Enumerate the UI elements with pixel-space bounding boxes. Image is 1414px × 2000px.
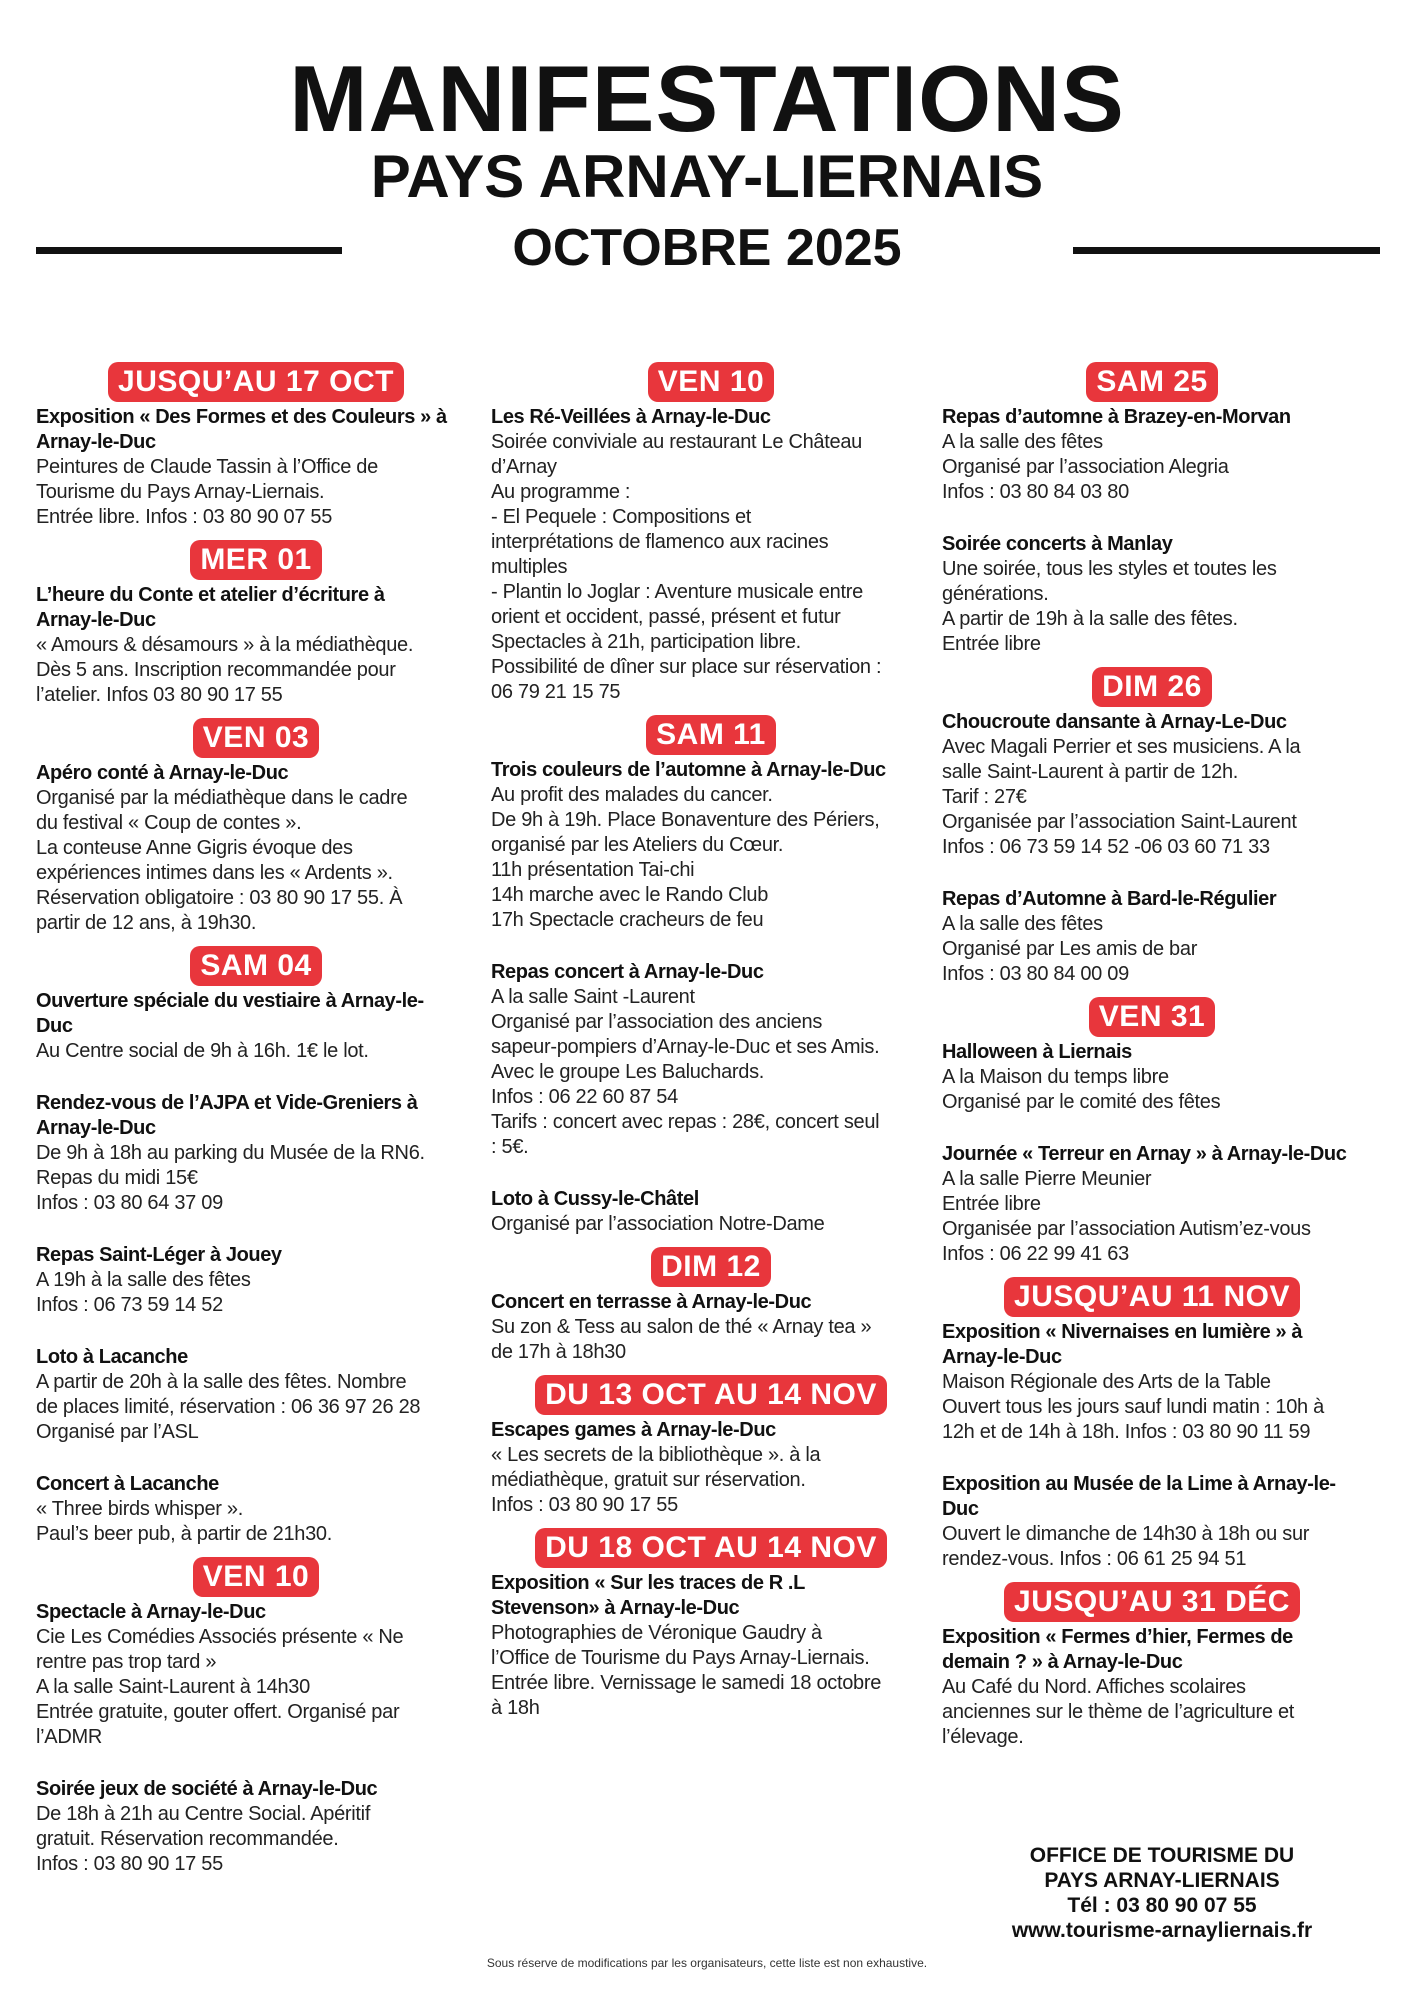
event-item <box>36 405 476 530</box>
event-item <box>36 1091 476 1216</box>
date-badge: SAM 11 <box>646 715 776 755</box>
event-detail: Organisé par l’association Notre-Dame <box>491 1213 825 1235</box>
event-item <box>942 405 1362 505</box>
event-detail: multiples <box>491 556 568 578</box>
date-badge: DU 18 OCT AU 14 NOV <box>535 1528 887 1568</box>
event-detail: Ouvert tous les jours sauf lundi matin : 10h à <box>942 1396 1324 1418</box>
event-item <box>942 1320 1362 1445</box>
event-detail: De 9h à 18h au parking du Musée de la RN6. <box>36 1142 425 1164</box>
event-title: Exposition « Nivernaises en lumière » à <box>942 1321 1303 1343</box>
event-title: Exposition « Sur les traces de R .L <box>491 1572 805 1594</box>
event-detail: du festival « Coup de contes ». <box>36 812 302 834</box>
event-title: Rendez-vous de l’AJPA et Vide-Greniers à <box>36 1092 418 1114</box>
event-detail: A la salle Pierre Meunier <box>942 1168 1152 1190</box>
event-detail: rendez-vous. Infos : 06 61 25 94 51 <box>942 1548 1247 1570</box>
event-detail: Entrée libre. Vernissage le samedi 18 octobre <box>491 1672 882 1694</box>
event-detail: partir de 12 ans, à 19h30. <box>36 912 257 934</box>
event-item <box>36 1345 476 1445</box>
event-detail: salle Saint-Laurent à partir de 12h. <box>942 761 1239 783</box>
event-item <box>36 1472 476 1547</box>
event-detail: - Plantin lo Joglar : Aventure musicale entre <box>491 581 863 603</box>
date-section <box>36 946 476 1547</box>
event-item <box>491 405 931 705</box>
event-detail: 17h Spectacle cracheurs de feu <box>491 909 764 931</box>
event-title: Repas Saint-Léger à Jouey <box>36 1244 282 1266</box>
event-detail: de places limité, réservation : 06 36 97 26 28 <box>36 1396 421 1418</box>
event-detail: « Three birds whisper ». <box>36 1498 243 1520</box>
event-title: Soirée concerts à Manlay <box>942 533 1173 555</box>
event-title: Trois couleurs de l’automne à Arnay-le-Duc <box>491 759 886 781</box>
event-detail: Infos : 06 73 59 14 52 <box>36 1294 223 1316</box>
event-detail: Infos : 03 80 90 17 55 <box>36 1853 223 1875</box>
event-title: Duc <box>36 1015 73 1037</box>
event-detail: générations. <box>942 583 1049 605</box>
date-section <box>491 1247 931 1365</box>
event-item <box>491 960 931 1160</box>
date-badge: VEN 31 <box>1089 997 1215 1037</box>
event-detail: 06 79 21 15 75 <box>491 681 621 703</box>
contact-name-line2: PAYS ARNAY-LIERNAIS <box>1044 1869 1280 1892</box>
event-title: Repas d’Automne à Bard-le-Régulier <box>942 888 1277 910</box>
event-detail: Réservation obligatoire : 03 80 90 17 55. À <box>36 887 403 909</box>
event-item <box>491 1418 931 1518</box>
event-title: Arnay-le-Duc <box>942 1346 1062 1368</box>
date-section <box>491 715 931 1237</box>
event-detail: Infos : 06 22 60 87 54 <box>491 1086 678 1108</box>
event-item <box>942 1625 1362 1750</box>
event-detail: Tarifs : concert avec repas : 28€, concert seul <box>491 1111 880 1133</box>
event-detail: sapeur-pompiers d’Arnay-le-Duc et ses Amis. <box>491 1036 880 1058</box>
event-detail: 12h et de 14h à 18h. Infos : 03 80 90 11 59 <box>942 1421 1311 1443</box>
event-title: Escapes games à Arnay-le-Duc <box>491 1419 776 1441</box>
event-detail: à 18h <box>491 1697 540 1719</box>
event-title: Choucroute dansante à Arnay-Le-Duc <box>942 711 1287 733</box>
event-detail: Peintures de Claude Tassin à l’Office de <box>36 456 378 478</box>
event-item <box>942 532 1362 657</box>
event-detail: expériences intimes dans les « Ardents ». <box>36 862 393 884</box>
disclaimer-footnote: Sous réserve de modifications par les organisateurs, cette liste est non exhaustive. <box>486 1956 928 1970</box>
event-item <box>942 1472 1362 1572</box>
event-detail: - El Pequele : Compositions et <box>491 506 752 528</box>
event-item <box>36 1600 476 1750</box>
event-detail: A la Maison du temps libre <box>942 1066 1169 1088</box>
event-detail: A la salle des fêtes <box>942 431 1103 453</box>
event-detail: Organisé par l’ASL <box>36 1421 199 1443</box>
event-detail: Au Café du Nord. Affiches scolaires <box>942 1676 1246 1698</box>
event-title: Exposition « Des Formes et des Couleurs » à <box>36 406 447 428</box>
date-section <box>942 667 1362 987</box>
date-section <box>942 997 1362 1267</box>
event-detail: La conteuse Anne Gigris évoque des <box>36 837 353 859</box>
event-title: Ouverture spéciale du vestiaire à Arnay-le- <box>36 990 424 1012</box>
event-title: Arnay-le-Duc <box>36 431 156 453</box>
event-detail: Organisée par l’association Saint-Laurent <box>942 811 1297 833</box>
event-title: Arnay-le-Duc <box>36 609 156 631</box>
event-item <box>942 710 1362 860</box>
event-detail: Avec Magali Perrier et ses musiciens. A la <box>942 736 1301 758</box>
event-detail: d’Arnay <box>491 456 557 478</box>
event-detail: A partir de 19h à la salle des fêtes. <box>942 608 1238 630</box>
event-detail: Dès 5 ans. Inscription recommandée pour <box>36 659 396 681</box>
event-title: Repas concert à Arnay-le-Duc <box>491 961 764 983</box>
event-detail: Organisé par le comité des fêtes <box>942 1091 1221 1113</box>
date-section <box>36 718 476 936</box>
event-detail: Infos : 06 22 99 41 63 <box>942 1243 1129 1265</box>
date-section <box>491 1528 931 1721</box>
event-title: Spectacle à Arnay-le-Duc <box>36 1601 266 1623</box>
event-detail: Spectacles à 21h, participation libre. <box>491 631 801 653</box>
event-detail: Au Centre social de 9h à 16h. 1€ le lot. <box>36 1040 369 1062</box>
event-title: Duc <box>942 1498 979 1520</box>
event-item <box>36 1777 476 1877</box>
event-title: Arnay-le-Duc <box>36 1117 156 1139</box>
column-left <box>36 362 476 1887</box>
event-detail: A la salle Saint -Laurent <box>491 986 695 1008</box>
event-detail: orient et occident, passé, présent et futur <box>491 606 841 628</box>
date-badge: SAM 25 <box>1086 362 1217 402</box>
event-title: Exposition « Fermes d’hier, Fermes de <box>942 1626 1293 1648</box>
event-detail: l’élevage. <box>942 1726 1024 1748</box>
event-detail: Entrée libre. Infos : 03 80 90 07 55 <box>36 506 333 528</box>
date-badge: JUSQU’AU 11 NOV <box>1004 1277 1300 1317</box>
event-title: demain ? » à Arnay-le-Duc <box>942 1651 1183 1673</box>
event-detail: A la salle Saint-Laurent à 14h30 <box>36 1676 310 1698</box>
event-detail: Paul’s beer pub, à partir de 21h30. <box>36 1523 333 1545</box>
event-detail: Organisé par Les amis de bar <box>942 938 1198 960</box>
event-detail: « Amours & désamours » à la médiathèque. <box>36 634 414 656</box>
event-detail: Organisée par l’association Autism’ez-vous <box>942 1218 1311 1240</box>
divider-right <box>1073 247 1380 254</box>
event-detail: Infos : 03 80 84 03 80 <box>942 481 1129 503</box>
event-title: Loto à Lacanche <box>36 1346 188 1368</box>
event-item <box>491 758 931 933</box>
event-detail: A 19h à la salle des fêtes <box>36 1269 251 1291</box>
tourism-office-contact <box>992 1843 1332 1943</box>
event-detail: médiathèque, gratuit sur réservation. <box>491 1469 806 1491</box>
event-title: Loto à Cussy-le-Châtel <box>491 1188 699 1210</box>
contact-website[interactable]: www.tourisme-arnayliernais.fr <box>1011 1919 1313 1942</box>
event-detail: 14h marche avec le Rando Club <box>491 884 769 906</box>
date-section <box>491 362 931 705</box>
event-detail: Avec le groupe Les Baluchards. <box>491 1061 765 1083</box>
event-detail: Organisé par l’association des anciens <box>491 1011 823 1033</box>
event-detail: interprétations de flamenco aux racines <box>491 531 829 553</box>
event-detail: Photographies de Véronique Gaudry à <box>491 1622 822 1644</box>
event-detail: Infos : 03 80 90 17 55 <box>491 1494 678 1516</box>
event-detail: de 17h à 18h30 <box>491 1341 626 1363</box>
event-title: Repas d’automne à Brazey-en-Morvan <box>942 406 1291 428</box>
page-title: MANIFESTATIONS <box>289 46 1125 151</box>
event-title: Halloween à Liernais <box>942 1041 1132 1063</box>
date-section <box>942 362 1362 657</box>
date-section <box>491 1375 931 1518</box>
date-badge: JUSQU’AU 31 DÉC <box>1004 1582 1300 1622</box>
event-title: Les Ré-Veillées à Arnay-le-Duc <box>491 406 771 428</box>
event-detail: Une soirée, tous les styles et toutes les <box>942 558 1277 580</box>
column-right <box>942 362 1362 1760</box>
event-detail: organisé par les Ateliers du Cœur. <box>491 834 784 856</box>
column-middle <box>491 362 931 1731</box>
date-badge: VEN 10 <box>648 362 774 402</box>
contact-phone: Tél : 03 80 90 07 55 <box>1067 1894 1257 1917</box>
event-item <box>36 989 476 1064</box>
date-badge: DU 13 OCT AU 14 NOV <box>535 1375 887 1415</box>
event-detail: Cie Les Comédies Associés présente « Ne <box>36 1626 404 1648</box>
event-detail: gratuit. Réservation recommandée. <box>36 1828 339 1850</box>
event-title: Soirée jeux de société à Arnay-le-Duc <box>36 1778 378 1800</box>
event-detail: Tourisme du Pays Arnay-Liernais. <box>36 481 325 503</box>
event-detail: Ouvert le dimanche de 14h30 à 18h ou sur <box>942 1523 1310 1545</box>
event-item <box>491 1571 931 1721</box>
event-detail: Entrée libre <box>942 1193 1041 1215</box>
event-item <box>491 1290 931 1365</box>
event-detail: : 5€. <box>491 1136 529 1158</box>
event-item <box>942 1142 1362 1267</box>
event-item <box>36 761 476 936</box>
event-detail: Maison Régionale des Arts de la Table <box>942 1371 1271 1393</box>
month-heading: OCTOBRE 2025 <box>512 219 902 277</box>
event-detail: Au programme : <box>491 481 631 503</box>
event-detail: Possibilité de dîner sur place sur réservation : <box>491 656 882 678</box>
event-detail: anciennes sur le thème de l’agriculture et <box>942 1701 1295 1723</box>
date-badge: VEN 03 <box>193 718 319 758</box>
date-section <box>942 1277 1362 1572</box>
event-detail: rentre pas trop tard » <box>36 1651 217 1673</box>
date-badge: VEN 10 <box>193 1557 319 1597</box>
event-detail: Soirée conviviale au restaurant Le Château <box>491 431 862 453</box>
event-detail: l’Office de Tourisme du Pays Arnay-Liernais. <box>491 1647 870 1669</box>
event-detail: De 9h à 19h. Place Bonaventure des Périers, <box>491 809 880 831</box>
event-detail: De 18h à 21h au Centre Social. Apéritif <box>36 1803 371 1825</box>
event-detail: A la salle des fêtes <box>942 913 1103 935</box>
event-title: L’heure du Conte et atelier d’écriture à <box>36 584 385 606</box>
date-section <box>36 540 476 708</box>
event-detail: Organisé par l’association Alegria <box>942 456 1229 478</box>
event-detail: Infos : 03 80 64 37 09 <box>36 1192 223 1214</box>
date-badge: SAM 04 <box>190 946 321 986</box>
event-detail: Repas du midi 15€ <box>36 1167 198 1189</box>
date-badge: MER 01 <box>190 540 321 580</box>
date-section <box>36 362 476 530</box>
date-badge: JUSQU’AU 17 OCT <box>108 362 404 402</box>
event-title: Apéro conté à Arnay-le-Duc <box>36 762 289 784</box>
event-item <box>942 887 1362 987</box>
event-item <box>491 1187 931 1237</box>
contact-name-line1: OFFICE DE TOURISME DU <box>1029 1844 1295 1867</box>
page-subtitle: PAYS ARNAY-LIERNAIS <box>370 143 1044 210</box>
event-item <box>942 1040 1362 1115</box>
event-detail: « Les secrets de la bibliothèque ». à la <box>491 1444 821 1466</box>
event-detail: Infos : 06 73 59 14 52 -06 03 60 71 33 <box>942 836 1270 858</box>
event-title: Concert en terrasse à Arnay-le-Duc <box>491 1291 812 1313</box>
event-title: Stevenson» à Arnay-le-Duc <box>491 1597 740 1619</box>
event-detail: Entrée libre <box>942 633 1041 655</box>
event-title: Journée « Terreur en Arnay » à Arnay-le-Duc <box>942 1143 1347 1165</box>
event-detail: 11h présentation Tai-chi <box>491 859 695 881</box>
event-detail: l’ADMR <box>36 1726 102 1748</box>
event-detail: Tarif : 27€ <box>942 786 1027 808</box>
event-detail: Entrée gratuite, gouter offert. Organisé par <box>36 1701 400 1723</box>
event-detail: l’atelier. Infos 03 80 90 17 55 <box>36 684 283 706</box>
date-badge: DIM 12 <box>651 1247 771 1287</box>
event-title: Exposition au Musée de la Lime à Arnay-le- <box>942 1473 1336 1495</box>
event-detail: A partir de 20h à la salle des fêtes. Nombre <box>36 1371 407 1393</box>
date-badge: DIM 26 <box>1092 667 1212 707</box>
event-detail: Au profit des malades du cancer. <box>491 784 773 806</box>
event-item <box>36 1243 476 1318</box>
date-section <box>36 1557 476 1877</box>
event-detail: Organisé par la médiathèque dans le cadre <box>36 787 408 809</box>
date-section <box>942 1582 1362 1750</box>
event-detail: Infos : 03 80 84 00 09 <box>942 963 1129 985</box>
event-item <box>36 583 476 708</box>
event-detail: Su zon & Tess au salon de thé « Arnay tea » <box>491 1316 872 1338</box>
event-title: Concert à Lacanche <box>36 1473 219 1495</box>
